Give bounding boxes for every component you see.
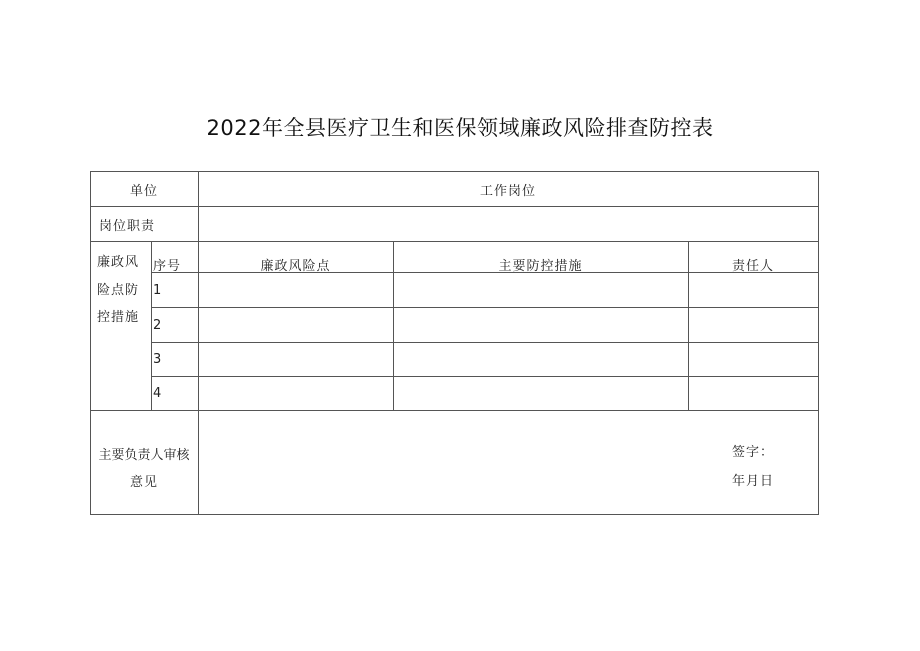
row-divider (90, 206, 819, 207)
post-label: 工作岗位 (479, 184, 536, 199)
table-border-bottom (90, 514, 819, 515)
risk-section-label-line: 廉政风 (97, 255, 140, 270)
document-title: 2022年全县医疗卫生和医保领域廉政风险排查防控表 (206, 116, 714, 140)
risk-section-label-line: 控措施 (97, 310, 140, 325)
table-border-top (90, 171, 819, 172)
table-row-seq: 2 (153, 318, 163, 333)
row-divider (151, 376, 819, 377)
seq-column-header: 序号 (153, 259, 182, 274)
risk-point-column-header: 廉政风险点 (260, 259, 331, 274)
measures-column-header: 主要防控措施 (498, 259, 583, 274)
row-divider (90, 241, 819, 242)
table-border-left (90, 171, 91, 515)
table-row-seq: 4 (153, 386, 163, 401)
review-label-line: 主要负责人审核 (98, 448, 190, 463)
row-divider (151, 342, 819, 343)
date-label: 年月日 (732, 474, 775, 489)
table-border-right (818, 171, 819, 515)
duty-label: 岗位职责 (99, 219, 156, 234)
signature-label: 签字： (732, 445, 775, 460)
table-row-seq: 1 (153, 283, 163, 298)
col-divider (198, 410, 199, 514)
col-divider (151, 241, 152, 410)
unit-label: 单位 (130, 184, 159, 199)
review-label-line: 意见 (129, 475, 158, 490)
table-row-seq: 3 (153, 352, 163, 367)
risk-section-label-line: 险点防 (97, 283, 140, 298)
row-divider (151, 307, 819, 308)
responsible-column-header: 责任人 (731, 259, 774, 274)
row-divider (90, 410, 819, 411)
